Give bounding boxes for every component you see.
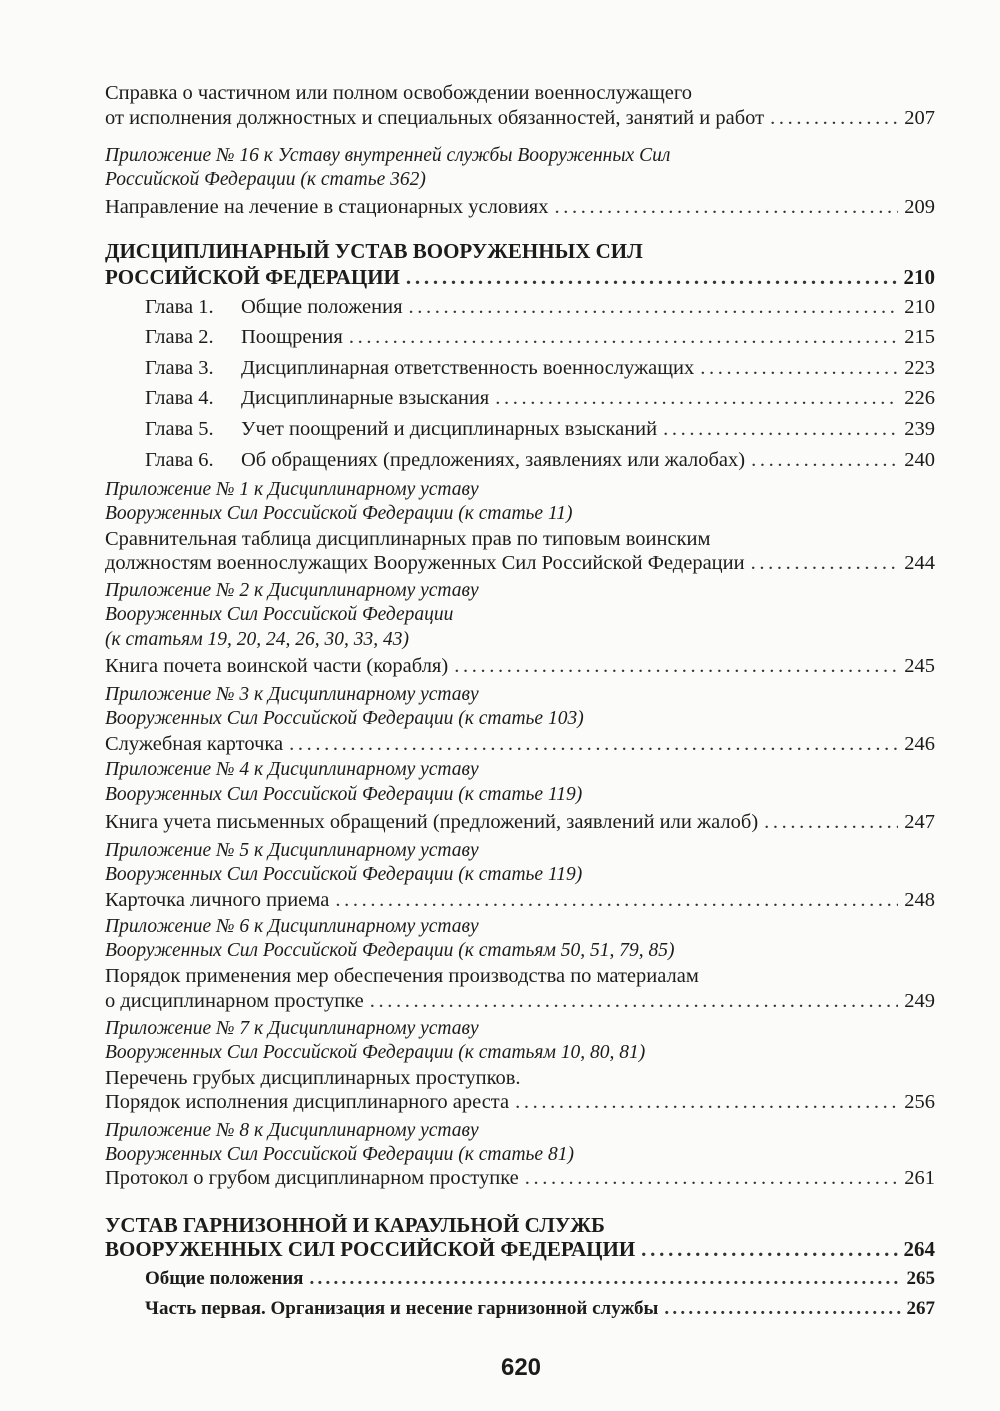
toc-appendix-caption [105, 169, 935, 195]
toc-line [105, 552, 935, 578]
entry-title: Приложение № 2 к Дисциплинарному уставу [105, 580, 479, 601]
dot-leader [309, 1268, 900, 1290]
entry-page-number: 240 [904, 449, 935, 471]
toc-appendix-caption [105, 604, 935, 630]
dot-leader [554, 196, 898, 219]
toc-subsection [145, 1268, 935, 1294]
dot-leader [349, 326, 898, 349]
entry-title: о дисциплинарном проступке [105, 990, 364, 1012]
dot-leader [495, 387, 898, 410]
entry-title: Об обращениях (предложениях, заявлениях или жалобах) [241, 449, 746, 471]
entry-title: ДИСЦИПЛИНАРНЫЙ УСТАВ ВООРУЖЕННЫХ СИЛ [105, 239, 643, 263]
entry-title: Часть первая. Организация и несение гарнизонной службы [145, 1298, 659, 1319]
entry-title: Общие положения [241, 296, 403, 318]
toc-section-heading [105, 265, 935, 291]
entry-title: Порядок исполнения дисциплинарного ареста [105, 1091, 510, 1113]
dot-leader [409, 296, 899, 319]
entry-title: от исполнения должностных и специальных обязанностей, занятий и работ [105, 107, 765, 129]
toc-appendix-caption [105, 916, 935, 942]
entry-page-number: 210 [904, 296, 935, 318]
toc-chapter [145, 326, 935, 352]
toc-line [105, 655, 935, 681]
toc-line [105, 1067, 935, 1093]
entry-title: Приложение № 1 к Дисциплинарному уставу [105, 479, 479, 500]
entry-title: Вооруженных Сил Российской Федерации (к статьям 10, 80, 81) [105, 1042, 646, 1063]
entry-title: Общие положения [145, 1268, 304, 1289]
entry-title: Вооруженных Сил Российской Федерации (к статье 11) [105, 503, 573, 524]
toc-chapter [145, 418, 935, 444]
entry-title: Справка о частичном или полном освобождении военнослужащего [105, 82, 692, 104]
dot-leader [335, 889, 898, 912]
toc-line [105, 889, 935, 915]
dot-leader [700, 357, 898, 380]
toc-subsection [145, 1298, 935, 1324]
entry-title: Вооруженных Сил Российской Федерации (к статье 119) [105, 864, 583, 885]
entry-title: Карточка личного приема [105, 889, 330, 911]
toc-appendix-caption [105, 1042, 935, 1068]
toc-appendix-caption [105, 759, 935, 785]
toc-appendix-caption [105, 940, 935, 966]
entry-page-number: 210 [903, 265, 935, 289]
dot-leader [751, 552, 899, 575]
entry-page-number: 256 [904, 1091, 935, 1113]
dot-leader [289, 733, 898, 756]
chapter-label: Глава 3. [145, 357, 214, 379]
entry-page-number: 239 [904, 418, 935, 440]
toc-appendix-caption [105, 840, 935, 866]
toc-line [105, 811, 935, 837]
toc-line [105, 107, 935, 133]
entry-title: Приложение № 6 к Дисциплинарному уставу [105, 916, 479, 937]
entry-title: Приложение № 3 к Дисциплинарному уставу [105, 684, 479, 705]
toc-line [105, 1091, 935, 1117]
dot-leader [515, 1091, 898, 1114]
entry-title: Сравнительная таблица дисциплинарных прав по типовым воинским [105, 528, 711, 550]
toc-line [105, 965, 935, 991]
toc-chapter [145, 449, 935, 475]
toc-appendix-caption [105, 503, 935, 529]
entry-title: ВООРУЖЕННЫХ СИЛ РОССИЙСКОЙ ФЕДЕРАЦИИ [105, 1237, 636, 1261]
entry-title: Приложение № 7 к Дисциплинарному уставу [105, 1018, 479, 1039]
entry-page-number: 265 [906, 1268, 935, 1289]
dot-leader [764, 811, 898, 834]
entry-page-number: 223 [904, 357, 935, 379]
entry-title: Учет поощрений и дисциплинарных взысканий [241, 418, 658, 440]
chapter-label: Глава 2. [145, 326, 214, 348]
toc-appendix-caption [105, 1018, 935, 1044]
entry-title: (к статьям 19, 20, 24, 26, 30, 33, 43) [105, 629, 410, 650]
dot-leader [454, 655, 898, 678]
toc-section-heading [105, 1213, 935, 1239]
entry-title: Протокол о грубом дисциплинарном проступке [105, 1167, 519, 1189]
toc-appendix-caption [105, 479, 935, 505]
toc-chapter [145, 357, 935, 383]
dot-leader [370, 990, 898, 1013]
dot-leader [751, 449, 898, 472]
entry-title: Книга учета письменных обращений (предложений, заявлений или жалоб) [105, 811, 759, 833]
entry-title: Вооруженных Сил Российской Федерации (к статье 103) [105, 708, 584, 729]
entry-page-number: 249 [904, 990, 935, 1012]
toc-line [105, 196, 935, 222]
entry-title: Вооруженных Сил Российской Федерации (к статье 81) [105, 1144, 574, 1165]
toc-line [105, 1167, 935, 1193]
entry-title: Перечень грубых дисциплинарных проступков. [105, 1067, 521, 1089]
toc-appendix-caption [105, 145, 935, 171]
toc-line [105, 990, 935, 1016]
toc-section-heading [105, 239, 935, 265]
toc-chapter [145, 387, 935, 413]
entry-title: Приложение № 5 к Дисциплинарному уставу [105, 840, 479, 861]
entry-title: Служебная карточка [105, 733, 284, 755]
entry-title: Вооруженных Сил Российской Федерации (к статье 119) [105, 784, 583, 805]
dot-leader [664, 1298, 900, 1320]
entry-title: Книга почета воинской части (корабля) [105, 655, 449, 677]
toc-appendix-caption [105, 629, 935, 655]
toc-appendix-caption [105, 580, 935, 606]
entry-page-number: 246 [904, 733, 935, 755]
dot-leader [770, 107, 898, 130]
toc-chapter [145, 296, 935, 322]
entry-title: Российской Федерации (к статье 362) [105, 169, 426, 190]
toc-line [105, 82, 935, 108]
entry-title: Поощрения [241, 326, 343, 348]
chapter-label: Глава 4. [145, 387, 214, 409]
entry-title: УСТАВ ГАРНИЗОННОЙ И КАРАУЛЬНОЙ СЛУЖБ [105, 1213, 605, 1237]
entry-title: Порядок применения мер обеспечения производства по материалам [105, 965, 699, 987]
chapter-label: Глава 1. [145, 296, 214, 318]
entry-title: Приложение № 8 к Дисциплинарному уставу [105, 1120, 479, 1141]
toc-section-heading [105, 1237, 935, 1263]
entry-page-number: 209 [904, 196, 935, 218]
entry-title: должностям военнослужащих Вооруженных Сил Российской Федерации [105, 552, 745, 574]
chapter-label: Глава 6. [145, 449, 214, 471]
dot-leader [406, 265, 898, 290]
toc-line [105, 733, 935, 759]
entry-title: Дисциплинарные взыскания [241, 387, 490, 409]
entry-page-number: 215 [904, 326, 935, 348]
entry-title: Приложение № 16 к Уставу внутренней службы Вооруженных Сил [105, 145, 671, 166]
entry-page-number: 226 [904, 387, 935, 409]
toc-appendix-caption [105, 1120, 935, 1146]
entry-page-number: 248 [904, 889, 935, 911]
page-number: 620 [500, 1354, 542, 1381]
toc-appendix-caption [105, 684, 935, 710]
entry-page-number: 245 [904, 655, 935, 677]
entry-page-number: 244 [904, 552, 935, 574]
entry-title: Направление на лечение в стационарных условиях [105, 196, 549, 218]
entry-page-number: 261 [904, 1167, 935, 1189]
toc-appendix-caption [105, 864, 935, 890]
entry-page-number: 247 [904, 811, 935, 833]
toc-appendix-caption [105, 708, 935, 734]
toc-line [105, 528, 935, 554]
chapter-label: Глава 5. [145, 418, 214, 440]
toc-appendix-caption [105, 784, 935, 810]
dot-leader [641, 1237, 897, 1262]
entry-page-number: 264 [903, 1237, 935, 1261]
entry-page-number: 267 [906, 1298, 935, 1319]
entry-title: Вооруженных Сил Российской Федерации (к статьям 50, 51, 79, 85) [105, 940, 675, 961]
entry-title: Приложение № 4 к Дисциплинарному уставу [105, 759, 479, 780]
entry-title: Вооруженных Сил Российской Федерации [105, 604, 454, 625]
dot-leader [525, 1167, 898, 1190]
entry-title: Дисциплинарная ответственность военнослужащих [241, 357, 695, 379]
entry-title: РОССИЙСКОЙ ФЕДЕРАЦИИ [105, 265, 400, 289]
dot-leader [663, 418, 898, 441]
entry-page-number: 207 [904, 107, 935, 129]
